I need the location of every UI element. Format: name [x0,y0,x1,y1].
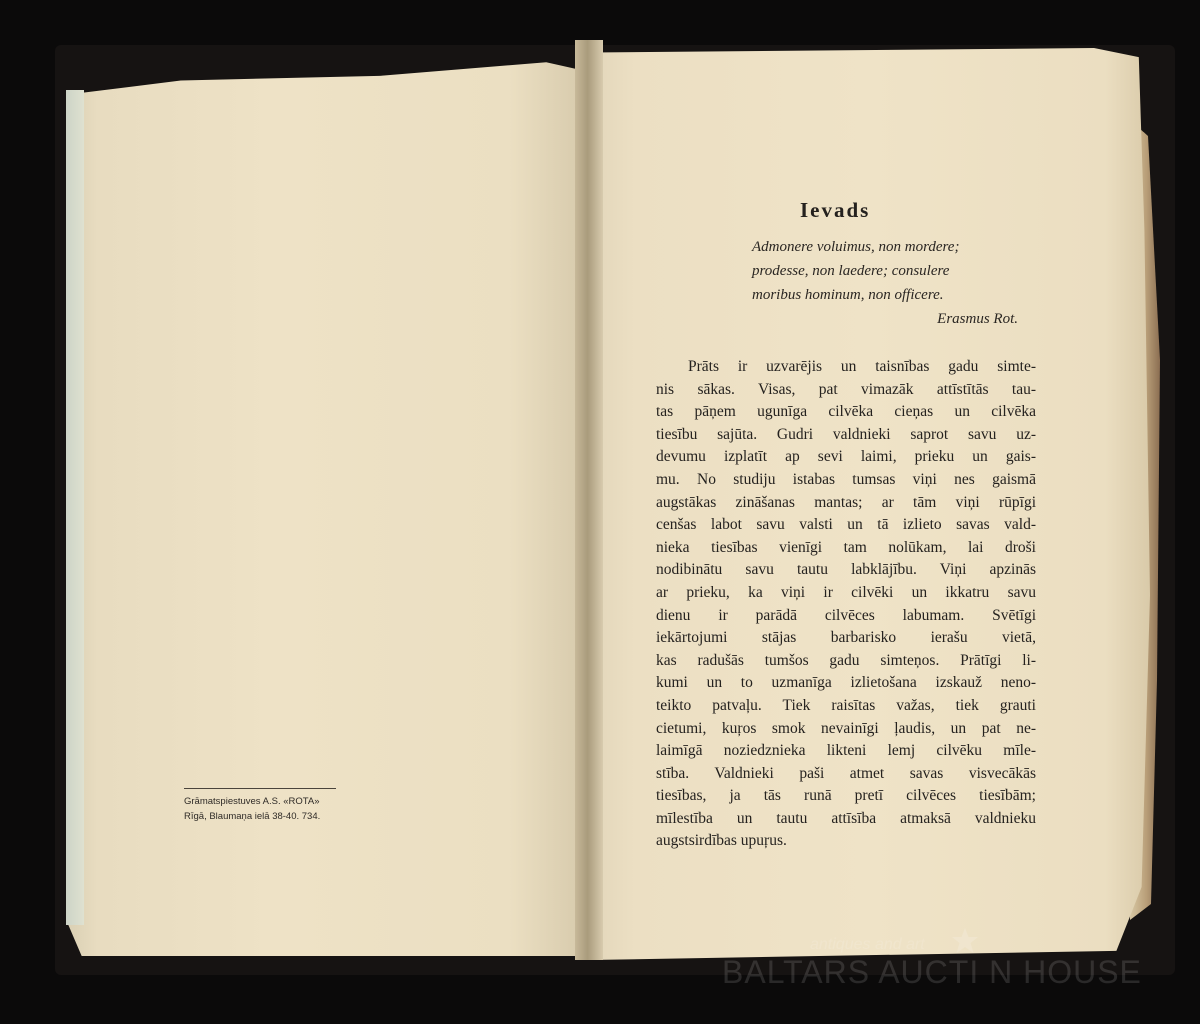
epigraph-author: Erasmus Rot. [937,311,1018,327]
printer-imprint [184,788,336,824]
printer-line-2: Rīgā, Blaumaņa ielā 38-40. 734. [184,811,321,822]
book-gutter [575,40,603,960]
text-line: Prāts ir uzvarējis un taisnības gadu simte- [688,358,1036,375]
text-line: mīlestība un tautu attīsība atmaksā valdnieku [656,809,1036,827]
printer-line-1: Grāmatspiestuves A.S. «ROTA» [184,796,320,807]
epigraph-line: prodesse, non laedere; consulere [752,263,950,279]
text-line: nieka tiesības vienīgi tam nolūkam, lai droši [656,538,1036,556]
text-line: teikto patvaļu. Tiek raisītas važas, tiek grauti [656,696,1036,714]
text-line: kumi un to uzmanīga izlietošana izskauž neno- [656,674,1036,692]
auction-watermark [722,936,1142,990]
text-line: kas radušās tumšos gadu simteņos. Prātīgi li- [656,651,1036,669]
text-line: ar prieku, ka viņi ir cilvēki un ikkatru savu [656,583,1036,601]
text-line: tiesību sajūta. Gudri valdnieki saprot savu uz- [656,425,1036,443]
watermark-main: BALTARS AUCTI N HOUSE [722,954,1142,990]
text-line: tiesības, ja tās runā pretī cilvēces tiesībām; [656,787,1036,805]
text-line: augstsirdības upuŗus. [656,832,787,850]
text-line: augstākas zināšanas mantas; ar tām viņi rūpīgi [656,493,1036,511]
body-paragraph [656,356,1036,853]
watermark-script: antiques and art [810,936,925,953]
text-line: devumu izplatīt ap sevi laimi, prieku un gais- [656,448,1036,466]
text-line: mu. No studiju istabas tumsas viņi nes gaismā [656,470,1036,488]
text-line: nodibinātu savu tautu labklājību. Viņi apzinās [656,561,1036,579]
text-line: tas pāņem ugunīga cilvēka cieņas un cilvēka [656,403,1036,421]
text-line: iekārtojumi stājas barbarisko ierašu vietā, [656,629,1036,647]
text-line: cenšas labot savu valsti un tā izlieto savas vald- [656,516,1036,534]
text-line: laimīgā noziedznieka likteni lemj cilvēku mīle- [656,742,1036,760]
text-line: cietumi, kuŗos smok nevainīgi ļaudis, un pat ne- [656,719,1036,737]
text-line: dienu ir parādā cilvēces labumam. Svētīgi [656,606,1036,624]
epigraph-line: moribus hominum, non officere. [752,287,944,303]
epigraph-line: Admonere voluimus, non mordere; [752,239,960,255]
star-icon [950,926,980,956]
chapter-title: Ievads [800,198,871,222]
text-line: stība. Valdnieki paši atmet savas visvecākās [656,764,1036,782]
text-line: nis sākas. Visas, pat vimazāk attīstītās tau- [656,380,1036,398]
epigraph [752,235,1032,331]
left-page-edge [66,90,84,925]
